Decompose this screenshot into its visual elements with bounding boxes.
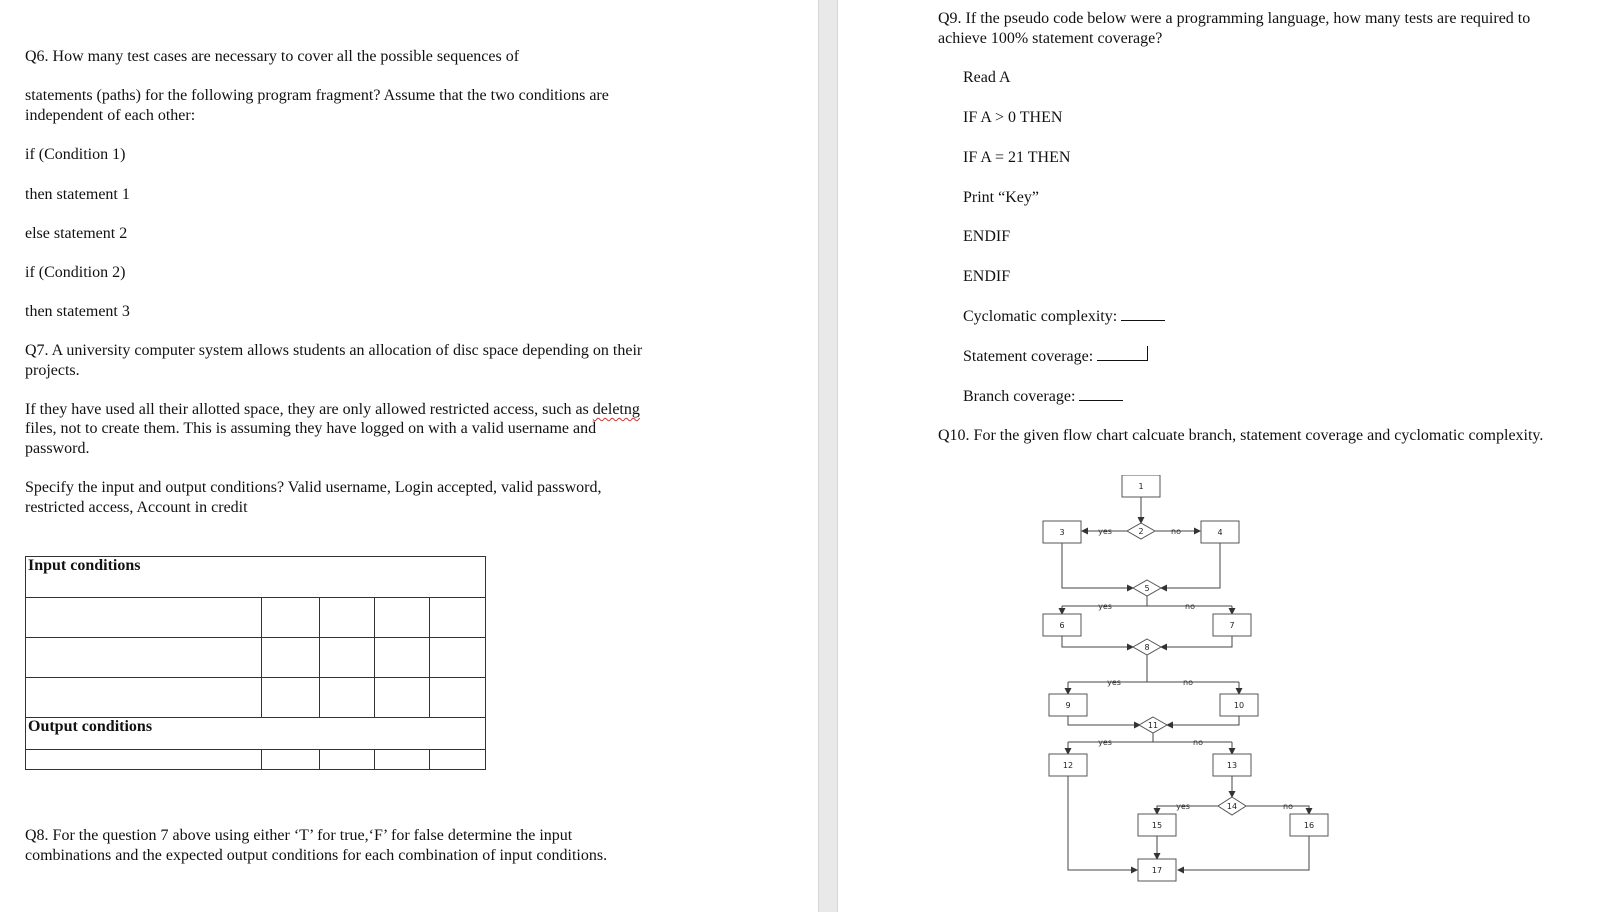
flow-edge: [1068, 766, 1137, 870]
q9-code-line: Print “Key”: [963, 189, 1039, 206]
flow-node-label: 1: [1138, 482, 1144, 491]
flow-node-label: 15: [1151, 821, 1163, 830]
table-cell[interactable]: [26, 678, 262, 718]
q7-line2: projects.: [25, 362, 80, 379]
yes-label: yes: [1107, 678, 1121, 687]
q9-code-line: IF A = 21 THEN: [963, 149, 1071, 166]
statement-coverage-field: Statement coverage:: [963, 346, 1148, 367]
no-label: no: [1193, 738, 1203, 747]
table-cell[interactable]: [430, 678, 486, 718]
flow-node-label: 5: [1144, 584, 1150, 593]
table-cell[interactable]: [320, 598, 375, 638]
table-cell[interactable]: [430, 750, 486, 770]
q6-title: Q6. How many test cases are necessary to cover all the possible sequences of: [25, 48, 520, 65]
branch-coverage-field: Branch coverage:: [963, 386, 1123, 407]
flow-node-label: 17: [1151, 866, 1163, 875]
q9-line1: Q9. If the pseudo code below were a programming language, how many tests are required to: [938, 10, 1531, 27]
no-label: no: [1171, 527, 1181, 536]
yes-label: yes: [1098, 602, 1112, 611]
flow-node-label: 3: [1059, 528, 1065, 537]
table-cell[interactable]: [262, 638, 320, 678]
flow-node-label: 7: [1229, 621, 1235, 630]
q7-line1: Q7. A university computer system allows students an allocation of disc space depending on their: [25, 342, 643, 359]
table-cell[interactable]: [26, 638, 262, 678]
flow-edge: [1161, 543, 1220, 588]
q8-line1: Q8. For the question 7 above using either ‘T’ for true,‘F’ for false determine the input: [25, 827, 573, 844]
table-cell[interactable]: [375, 638, 430, 678]
output-conditions-header: Output conditions: [26, 718, 486, 750]
q6-code-line: if (Condition 1): [25, 146, 126, 163]
flow-edge: [1062, 543, 1133, 588]
answer-blank[interactable]: [1097, 346, 1148, 361]
flow-node-label: 13: [1226, 761, 1238, 770]
yes-label: yes: [1098, 527, 1112, 536]
flow-edge: [1246, 806, 1309, 814]
answer-blank[interactable]: [1079, 386, 1123, 401]
flow-node-label: 9: [1065, 701, 1071, 710]
flow-edge: [1178, 836, 1309, 870]
table-cell[interactable]: [320, 750, 375, 770]
q6-line2: statements (paths) for the following program fragment? Assume that the two conditions are: [25, 87, 609, 104]
flow-node-label: 11: [1147, 721, 1159, 730]
yes-label: yes: [1098, 738, 1112, 747]
table-cell[interactable]: [262, 598, 320, 638]
table-cell[interactable]: [262, 750, 320, 770]
table-cell[interactable]: [375, 678, 430, 718]
table-cell[interactable]: [430, 638, 486, 678]
q9-line2: achieve 100% statement coverage?: [938, 30, 1163, 47]
table-cell[interactable]: [320, 678, 375, 718]
flow-node-label: 12: [1062, 761, 1074, 770]
q9-code-line: ENDIF: [963, 228, 1011, 245]
no-label: no: [1283, 802, 1293, 811]
q6-code-line: else statement 2: [25, 225, 128, 242]
q7-line6: Specify the input and output conditions? Valid username, Login accepted, valid password,: [25, 479, 602, 496]
table-cell[interactable]: [320, 638, 375, 678]
q6-code-line: then statement 3: [25, 303, 130, 320]
q7-line4: files, not to create them. This is assuming they have logged on with a valid username and: [25, 420, 597, 437]
q6-line3: independent of each other:: [25, 107, 196, 124]
q10-line1: Q10. For the given flow chart calcuate branch, statement coverage and cyclomatic complexity.: [938, 427, 1544, 444]
q7-line5: password.: [25, 440, 90, 457]
flow-node-label: 2: [1138, 527, 1144, 536]
input-conditions-header: Input conditions: [26, 557, 486, 598]
flow-node-label: 6: [1059, 621, 1065, 630]
q6-code-line: then statement 1: [25, 186, 130, 203]
flow-node-label: 8: [1144, 643, 1150, 652]
table-cell[interactable]: [26, 750, 262, 770]
table-cell[interactable]: [430, 598, 486, 638]
q9-code-line: IF A > 0 THEN: [963, 109, 1063, 126]
flow-edge: [1161, 636, 1232, 647]
q7-line3: If they have used all their allotted space, they are only allowed restricted access, such as deletng: [25, 401, 640, 418]
conditions-table: [25, 556, 486, 770]
q8-line2: combinations and the expected output conditions for each combination of input conditions.: [25, 847, 608, 864]
flow-chart: [1030, 475, 1340, 905]
page-gutter: [818, 0, 838, 912]
cyclomatic-complexity-field: Cyclomatic complexity:: [963, 306, 1165, 327]
flow-node-label: 10: [1233, 701, 1245, 710]
table-cell[interactable]: [262, 678, 320, 718]
table-cell[interactable]: [26, 598, 262, 638]
flow-node-label: 16: [1303, 821, 1315, 830]
no-label: no: [1185, 602, 1195, 611]
no-label: no: [1183, 678, 1193, 687]
spelling-error-word[interactable]: deletng: [592, 401, 640, 418]
q9-code-line: ENDIF: [963, 268, 1011, 285]
q7-line7: restricted access, Account in credit: [25, 499, 248, 516]
q6-code-line: if (Condition 2): [25, 264, 126, 281]
q9-code-line: Read A: [963, 69, 1011, 86]
answer-blank[interactable]: [1121, 306, 1165, 321]
flow-edge: [1062, 636, 1133, 647]
table-cell[interactable]: [375, 750, 430, 770]
flow-node-label: 14: [1226, 802, 1238, 811]
flow-node-label: 4: [1217, 528, 1223, 537]
yes-label: yes: [1176, 802, 1190, 811]
table-cell[interactable]: [375, 598, 430, 638]
